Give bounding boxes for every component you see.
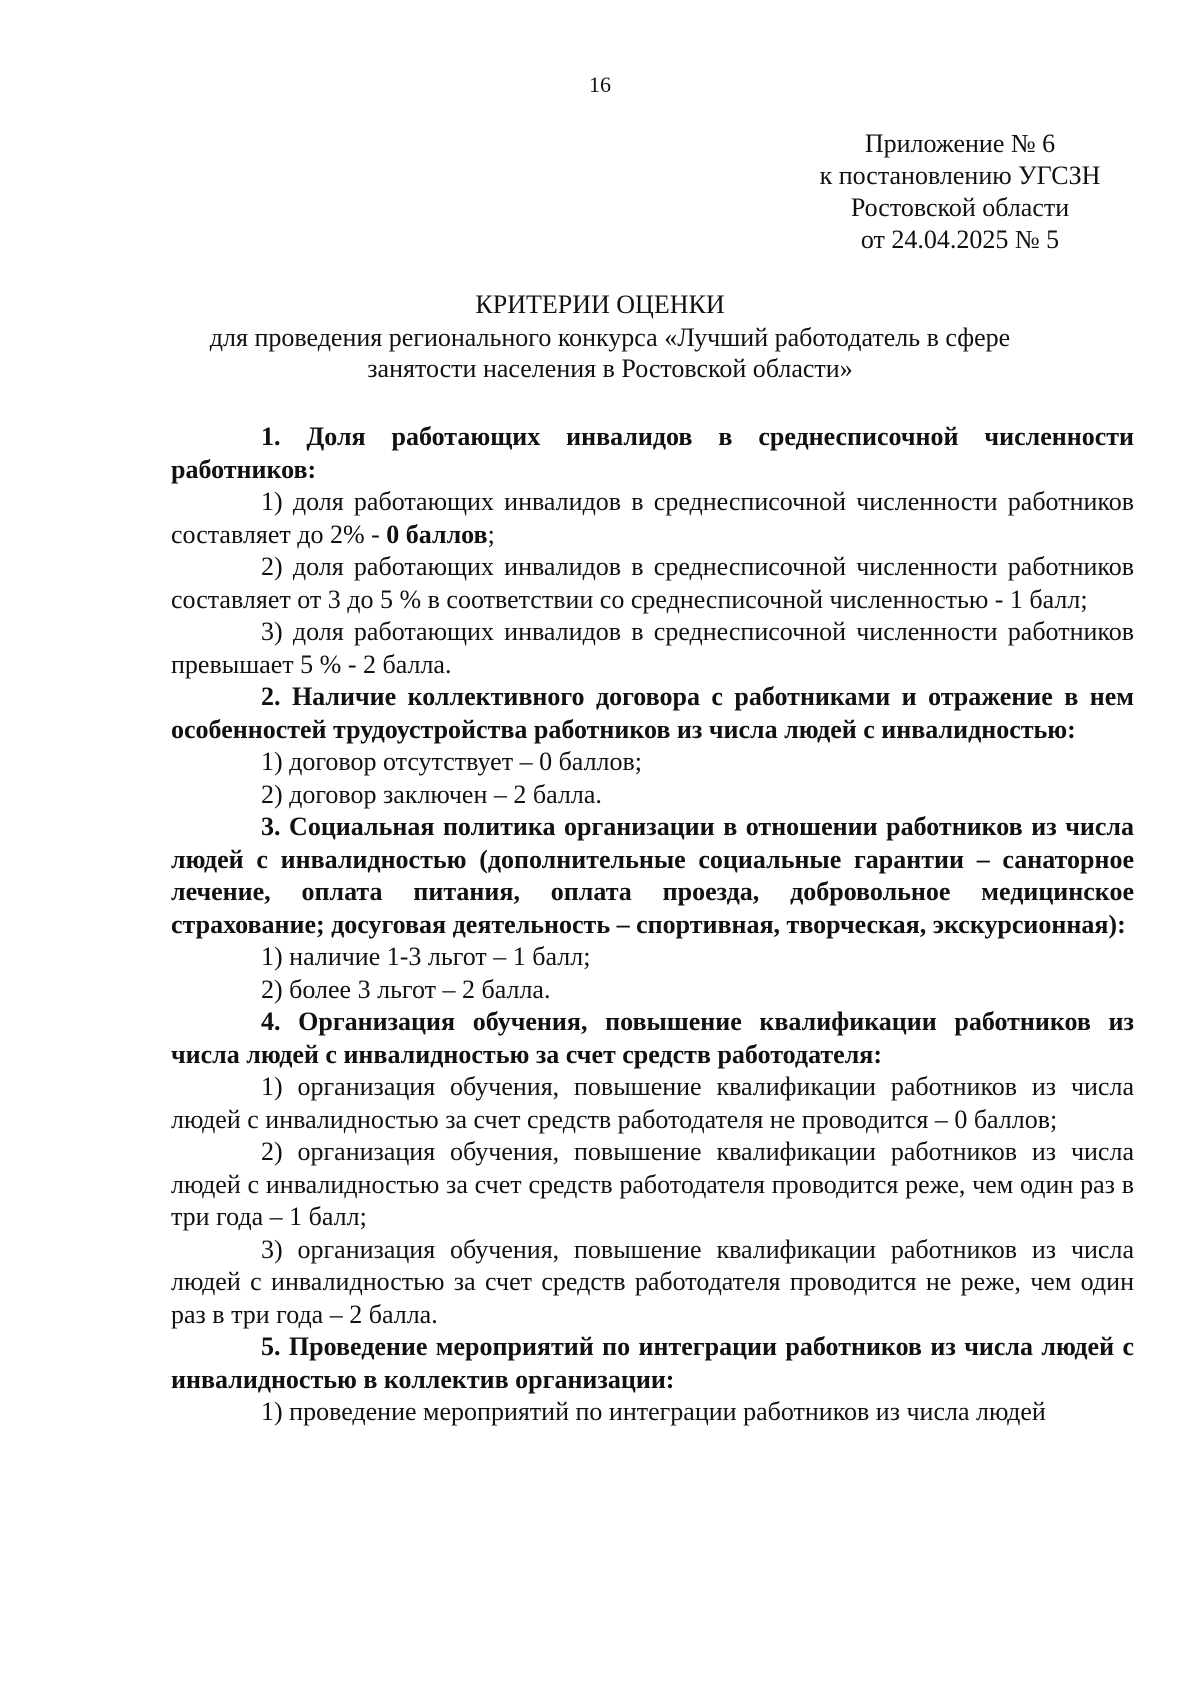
criterion-option: 3) доля работающих инвалидов в среднесписочной численности работников превышает 5 % - 2 балла. xyxy=(171,617,1134,679)
criterion-option: 1) наличие 1-3 льгот – 1 балл; xyxy=(261,942,591,971)
criterion-heading: 4. Организация обучения, повышение квалификации работников из числа людей с инвалидностью за счет средств работодателя: xyxy=(171,1007,1134,1069)
criteria-body xyxy=(171,421,1134,1429)
page-number: 16 xyxy=(589,72,611,97)
criterion-option: 2) организация обучения, повышение квалификации работников из числа людей с инвалидностью за счет средств работодателя проводится реже, чем один раз в три года – 1 балл; xyxy=(171,1137,1134,1231)
criterion-option: 2) доля работающих инвалидов в среднесписочной численности работников составляет от 3 до 5 % в соответствии со среднесписочной численностью - 1 балл; xyxy=(171,552,1134,614)
criterion-heading: 1. Доля работающих инвалидов в среднесписочной численности работников: xyxy=(171,422,1134,484)
option-text: 1) доля работающих инвалидов в среднесписочной численности работников составляет до 2% - xyxy=(171,487,1134,549)
appendix-line: Приложение № 6 xyxy=(864,129,1056,158)
criterion-heading: 2. Наличие коллективного договора с работниками и отражение в нем особенностей трудоустройства работников из числа людей с инвалидностью: xyxy=(171,682,1134,744)
criterion-option: 2) более 3 льгот – 2 балла. xyxy=(261,974,551,1004)
document-subtitle: для проведения регионального конкурса «Лучший работодатель в сфере занятости населения в Ростовской области» xyxy=(209,323,1011,383)
appendix-line: от 24.04.2025 № 5 xyxy=(860,225,1060,254)
criterion-heading: 3. Социальная политика организации в отношении работников из числа людей с инвалидностью (дополнительные социальные гарантии – санаторное лечение, оплата питания, оплата проезда, добровольное медицинское страхование; досуговая деятельность – спортивная, творческая, экскурсионная): xyxy=(171,812,1134,939)
criterion-option: 1) договор отсутствует – 0 баллов; xyxy=(261,747,643,776)
appendix-line: к постановлению УГСЗН xyxy=(819,161,1101,190)
criterion-option: 1) проведение мероприятий по интеграции работников из числа людей xyxy=(261,1397,1046,1426)
criterion-heading: 5. Проведение мероприятий по интеграции работников из числа людей с инвалидностью в коллектив организации: xyxy=(171,1332,1134,1394)
option-score: 0 баллов xyxy=(386,519,488,549)
appendix-header xyxy=(760,128,1160,256)
criterion-option: 3) организация обучения, повышение квалификации работников из числа людей с инвалидностью за счет средств работодателя проводится не реже, чем один раз в три года – 2 балла. xyxy=(171,1234,1134,1329)
document-title: КРИТЕРИИ ОЦЕНКИ xyxy=(475,290,725,319)
appendix-line: Ростовской области xyxy=(850,193,1070,222)
criterion-option xyxy=(171,486,1134,551)
option-end: ; xyxy=(487,519,495,549)
criterion-option: 1) организация обучения, повышение квалификации работников из числа людей с инвалидностью за счет средств работодателя не проводится – 0 баллов; xyxy=(171,1072,1134,1134)
criterion-option: 2) договор заключен – 2 балла. xyxy=(261,779,602,809)
